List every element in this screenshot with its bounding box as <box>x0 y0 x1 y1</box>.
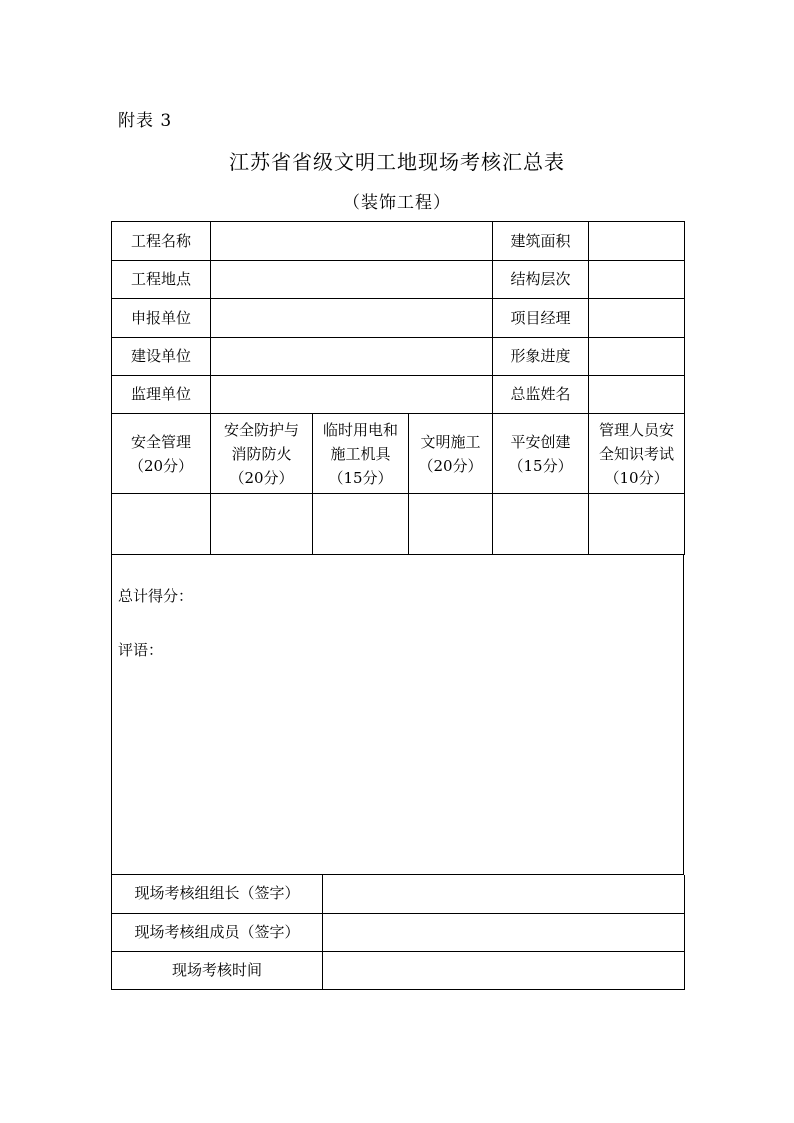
score-header-line: 文明施工 <box>420 432 481 451</box>
info-label: 申报单位 <box>112 299 211 338</box>
info-table <box>111 221 685 555</box>
info-label: 总监姓名 <box>493 376 589 414</box>
signature-field[interactable] <box>323 875 685 913</box>
score-value-field[interactable] <box>313 494 409 555</box>
signature-section <box>111 875 684 990</box>
score-header-line: （15分） <box>328 468 393 487</box>
comment-label: 评语： <box>118 641 164 659</box>
page-subtitle: （装饰工程） <box>343 193 451 213</box>
score-value-field[interactable] <box>409 494 493 555</box>
score-header-line: （20分） <box>229 468 294 487</box>
score-header-line: 全知识考试 <box>599 444 675 463</box>
info-row <box>112 338 685 376</box>
score-header-line: （20分） <box>128 456 194 475</box>
info-row <box>112 261 685 299</box>
score-value-field[interactable] <box>211 494 313 555</box>
info-label: 形象进度 <box>493 338 589 376</box>
score-header-line: 施工机具 <box>330 444 391 463</box>
info-row <box>112 299 685 338</box>
signature-row <box>112 913 685 951</box>
score-value-field[interactable] <box>589 494 685 555</box>
info-label: 监理单位 <box>112 376 211 414</box>
signature-row <box>112 875 685 913</box>
info-row <box>112 376 685 414</box>
info-value-field[interactable] <box>589 261 685 299</box>
info-value-field[interactable] <box>589 222 685 261</box>
info-label: 建筑面积 <box>493 222 589 261</box>
signature-field[interactable] <box>323 951 685 989</box>
score-column-header <box>493 414 589 494</box>
score-column-header <box>313 414 409 494</box>
signature-label: 现场考核组组长（签字） <box>112 875 323 913</box>
score-column-header <box>409 414 493 494</box>
info-label: 工程地点 <box>112 261 211 299</box>
score-value-field[interactable] <box>112 494 211 555</box>
score-header-line: （15分） <box>508 456 573 475</box>
info-label: 建设单位 <box>112 338 211 376</box>
score-header-line: 安全管理 <box>130 432 191 451</box>
signature-table <box>111 875 685 990</box>
score-value-field[interactable] <box>493 494 589 555</box>
summary-form <box>111 221 684 990</box>
score-header-line: 平安创建 <box>510 432 571 451</box>
info-value-field[interactable] <box>211 338 493 376</box>
info-label: 结构层次 <box>493 261 589 299</box>
total-score-label: 总计得分： <box>118 587 194 605</box>
score-column-header <box>211 414 313 494</box>
signature-field[interactable] <box>323 913 685 951</box>
score-header-line: 管理人员安 <box>599 420 675 439</box>
page-title: 江苏省省级文明工地现场考核汇总表 <box>229 150 565 174</box>
info-value-field[interactable] <box>589 338 685 376</box>
score-header-line: 安全防护与 <box>223 420 299 439</box>
score-column-header <box>112 414 211 494</box>
info-value-field[interactable] <box>211 299 493 338</box>
score-header-line: （20分） <box>418 456 483 475</box>
info-value-field[interactable] <box>211 376 493 414</box>
info-label: 工程名称 <box>112 222 211 261</box>
signature-label: 现场考核组成员（签字） <box>112 913 323 951</box>
score-header-line: 消防防火 <box>231 444 292 463</box>
signature-label: 现场考核时间 <box>112 951 323 989</box>
appendix-label: 附表 3 <box>118 111 173 131</box>
info-value-field[interactable] <box>211 261 493 299</box>
score-column-header <box>589 414 685 494</box>
score-header-line: 临时用电和 <box>322 420 398 439</box>
remarks-area[interactable] <box>111 555 684 875</box>
info-label: 项目经理 <box>493 299 589 338</box>
score-header-line: （10分） <box>604 468 669 487</box>
score-value-row <box>112 494 685 555</box>
info-value-field[interactable] <box>589 376 685 414</box>
info-value-field[interactable] <box>211 222 493 261</box>
score-header-row <box>112 414 685 494</box>
info-row <box>112 222 685 261</box>
signature-row <box>112 951 685 989</box>
info-value-field[interactable] <box>589 299 685 338</box>
